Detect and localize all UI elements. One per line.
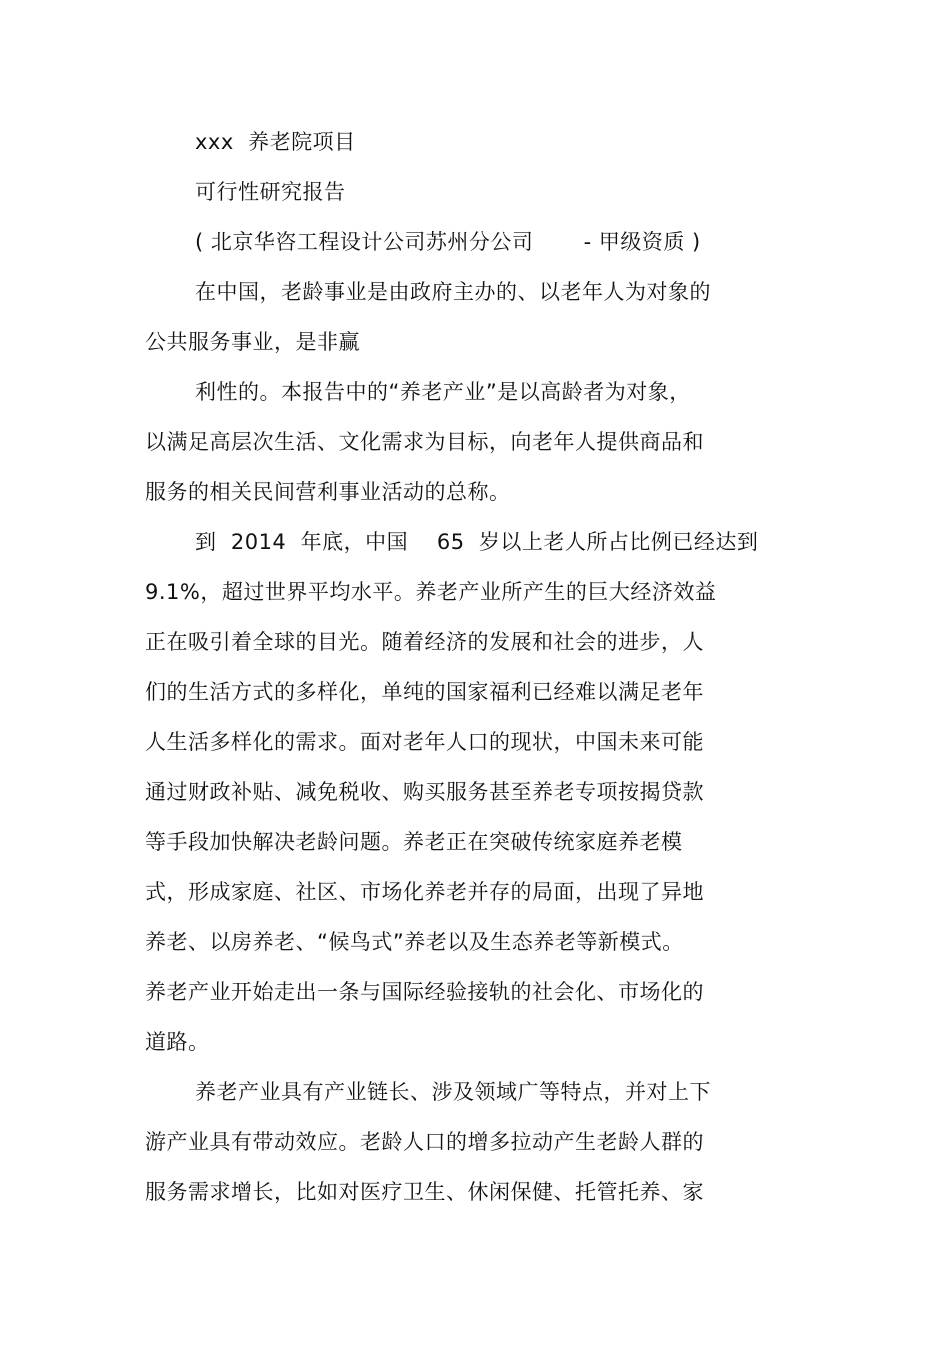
paragraph-line: 式，形成家庭、社区、市场化养老并存的局面，出现了异地 [145, 880, 704, 904]
paragraph-line: 道路。 [145, 1030, 210, 1054]
paragraph-line: 服务的相关民间营利事业活动的总称。 [145, 480, 511, 504]
paragraph-line: 养老产业开始走出一条与国际经验接轨的社会化、市场化的 [145, 980, 704, 1004]
report-title: 可行性研究报告 [195, 180, 346, 204]
paragraph-line: 公共服务事业，是非赢 [145, 330, 360, 354]
paragraph-line: 正在吸引着全球的目光。随着经济的发展和社会的进步，人 [145, 630, 704, 654]
paragraph-line: 9.1%，超过世界平均水平。养老产业所产生的巨大经济效益 [145, 580, 717, 604]
issuer-line: ( 北京华咨工程设计公司苏州分公司 - 甲级资质 ) [195, 230, 701, 254]
paragraph-line: 以满足高层次生活、文化需求为目标，向老年人提供商品和 [145, 430, 704, 454]
paragraph-line: 人生活多样化的需求。面对老年人口的现状，中国未来可能 [145, 730, 704, 754]
paragraph-line: 等手段加快解决老龄问题。养老正在突破传统家庭养老模 [145, 830, 683, 854]
paragraph-line: 养老、以房养老、“候鸟式”养老以及生态养老等新模式。 [145, 930, 684, 954]
paragraph-line: 服务需求增长，比如对医疗卫生、休闲保健、托管托养、家 [145, 1180, 704, 1204]
paragraph-line: 游产业具有带动效应。老龄人口的增多拉动产生老龄人群的 [145, 1130, 704, 1154]
paragraph-line: 养老产业具有产业链长、涉及领域广等特点，并对上下 [195, 1080, 711, 1104]
paragraph-line: 利性的。本报告中的“养老产业”是以高龄者为对象， [195, 380, 691, 404]
project-title: xxx 养老院项目 [195, 130, 356, 154]
paragraph-line: 们的生活方式的多样化，单纯的国家福利已经难以满足老年 [145, 680, 704, 704]
paragraph-line: 在中国，老龄事业是由政府主办的、以老年人为对象的 [195, 280, 711, 304]
paragraph-line: 到 2014 年底，中国 65 岁以上老人所占比例已经达到 [195, 530, 759, 554]
paragraph-line: 通过财政补贴、减免税收、购买服务甚至养老专项按揭贷款 [145, 780, 704, 804]
